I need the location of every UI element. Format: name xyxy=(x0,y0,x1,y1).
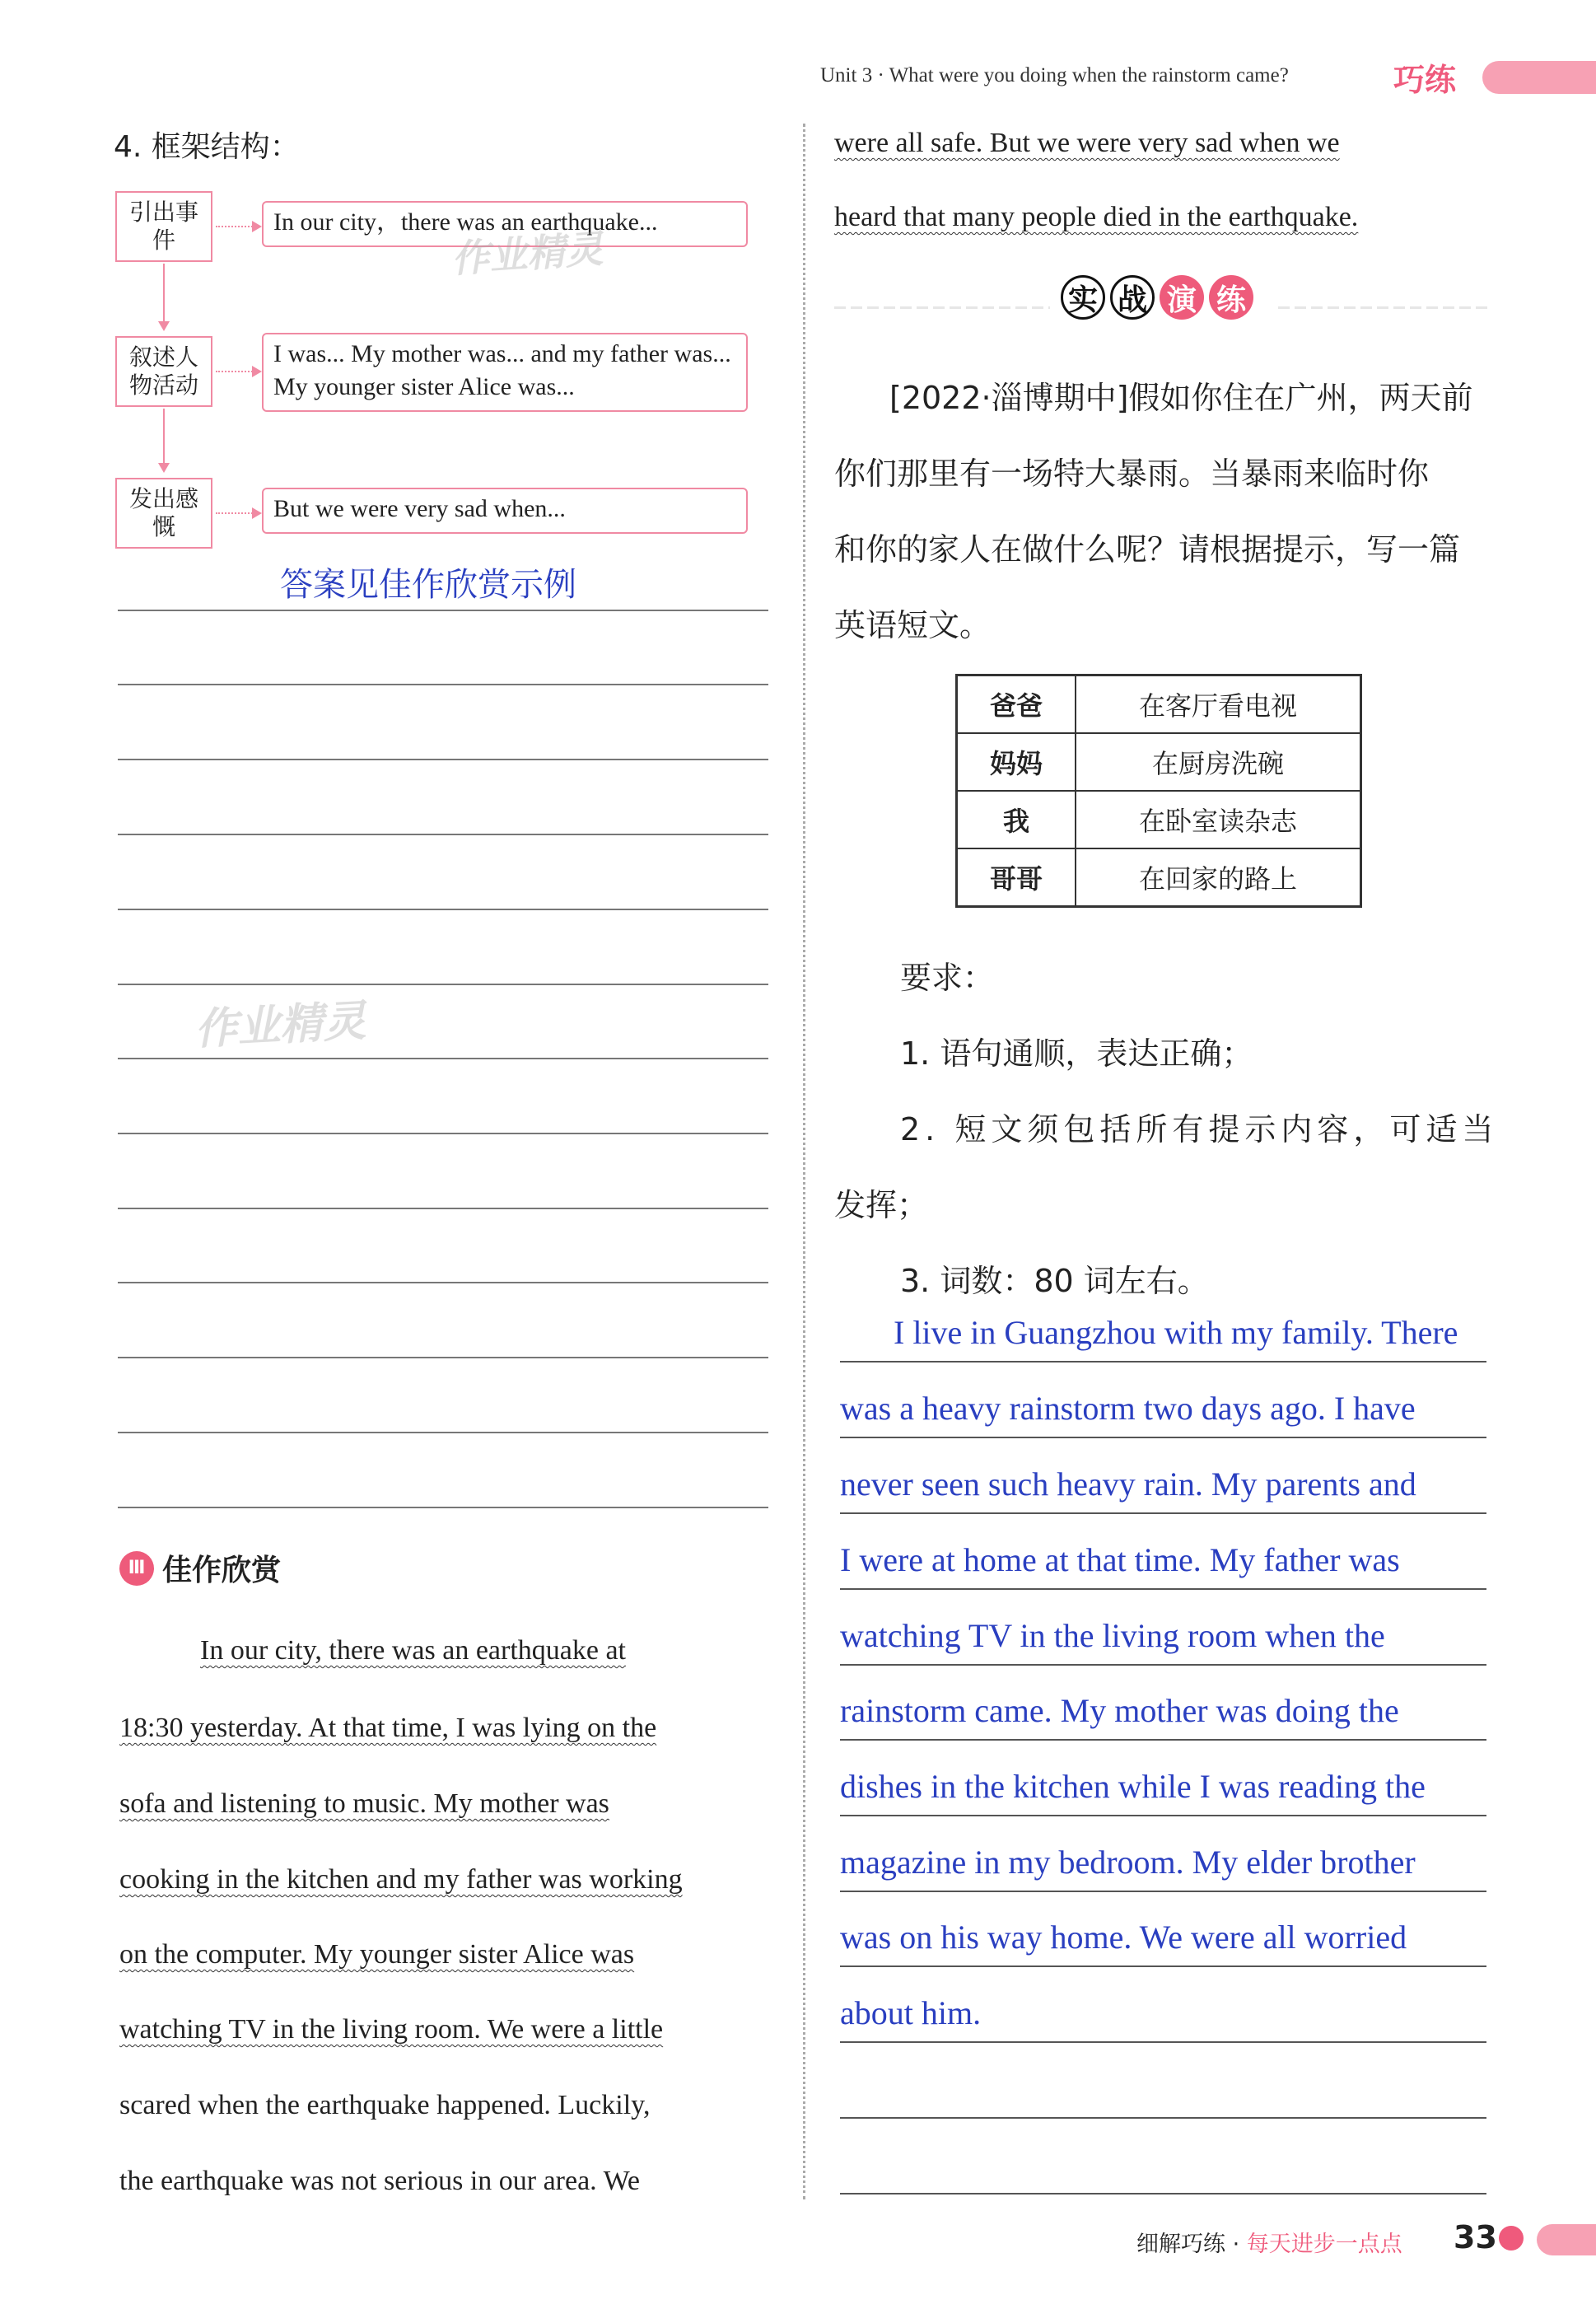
requirement-item: 2. 短文须包括所有提示内容，可适当 xyxy=(900,1111,1499,1147)
table-cell-person: 我 xyxy=(957,791,1076,848)
essay-line: were all safe. But we were very sad when we xyxy=(834,128,1340,158)
answer-line: magazine in my bedroom. My elder brother xyxy=(840,1844,1416,1881)
writing-line xyxy=(118,684,768,685)
writing-line xyxy=(118,1357,768,1358)
answer-note: 答案见佳作欣赏示例 xyxy=(280,566,576,604)
hint-table xyxy=(955,674,1362,908)
practice-heading-char: 练 xyxy=(1209,275,1253,320)
answer-line: dishes in the kitchen while I was reading the xyxy=(840,1768,1426,1805)
table-cell-activity: 在回家的路上 xyxy=(1076,848,1361,907)
answer-line: was on his way home. We were all worried xyxy=(840,1919,1407,1956)
footer-dot-decoration xyxy=(1499,2226,1524,2251)
table-cell-activity: 在客厅看电视 xyxy=(1076,675,1361,734)
page-number: 33 xyxy=(1454,2219,1497,2255)
writing-line xyxy=(118,1282,768,1283)
writing-line xyxy=(118,1507,768,1508)
answer-rule xyxy=(840,2041,1486,2043)
answer-line: rainstorm came. My mother was doing the xyxy=(840,1692,1399,1729)
writing-line xyxy=(118,610,768,611)
prompt-line: [2022·淄博期中]假如你住在广州，两天前 xyxy=(889,380,1473,416)
arrow-down-icon xyxy=(163,409,165,470)
essay-line: 18:30 yesterday. At that time, I was lying on the xyxy=(119,1713,657,1743)
requirement-item: 发挥； xyxy=(834,1187,929,1223)
requirement-item: 3. 词数：80 词左右。 xyxy=(900,1263,1209,1299)
writing-line xyxy=(118,984,768,985)
footer-text xyxy=(1136,2226,1402,2258)
writing-line xyxy=(118,1133,768,1134)
arrow-down-icon xyxy=(163,264,165,328)
heading-decoration xyxy=(1278,306,1488,309)
writing-line xyxy=(118,909,768,910)
answer-line: I were at home at that time. My father was xyxy=(840,1541,1400,1578)
arrow-right-icon xyxy=(216,226,259,227)
writing-line xyxy=(118,1432,768,1433)
framework-box-feelings: But we were very sad when... xyxy=(262,488,748,534)
essay-line: the earthquake was not serious in our area. We xyxy=(119,2166,641,2196)
answer-rule xyxy=(840,1588,1486,1590)
requirement-item: 1. 语句通顺，表达正确； xyxy=(900,1035,1253,1072)
section-4-title: 4. 框架结构： xyxy=(114,130,300,164)
heading-decoration xyxy=(834,306,1050,309)
table-cell-person: 爸爸 xyxy=(957,675,1076,734)
writing-line xyxy=(118,1208,768,1209)
arrow-right-icon xyxy=(216,512,259,514)
requirements-title: 要求： xyxy=(900,960,995,996)
table-cell-person: 哥哥 xyxy=(957,848,1076,907)
writing-line xyxy=(118,834,768,835)
section-3-title xyxy=(119,1547,281,1589)
answer-line: was a heavy rainstorm two days ago. I have xyxy=(840,1390,1416,1427)
writing-line xyxy=(118,759,768,760)
answer-rule xyxy=(840,1739,1486,1741)
section-3-heading: 佳作欣赏 xyxy=(162,1554,282,1587)
footer-book-name: 细解巧练 · xyxy=(1136,2232,1247,2257)
watermark: 作业精灵 xyxy=(193,996,367,1055)
header-decoration-bar xyxy=(1482,61,1596,94)
table-cell-activity: 在厨房洗碗 xyxy=(1076,733,1361,791)
practice-heading-char: 演 xyxy=(1160,275,1204,320)
practice-heading xyxy=(1061,275,1253,320)
prompt-line: 英语短文。 xyxy=(834,607,992,643)
prompt-line: 和你的家人在做什么呢？请根据提示，写一篇 xyxy=(834,531,1461,568)
essay-line: sofa and listening to music. My mother was xyxy=(119,1788,609,1819)
answer-rule xyxy=(840,1891,1486,1892)
answer-rule xyxy=(840,1361,1486,1362)
prompt-line: 你们那里有一场特大暴雨。当暴雨来临时你 xyxy=(834,456,1430,492)
answer-rule xyxy=(840,1664,1486,1666)
answer-rule xyxy=(840,2193,1486,2194)
table-cell-activity: 在卧室读杂志 xyxy=(1076,791,1361,848)
footer-slogan: 每天进步一点点 xyxy=(1246,2232,1402,2257)
framework-label-activities: 叙述人物活动 xyxy=(115,336,212,407)
framework-label-feelings: 发出感慨 xyxy=(115,478,212,549)
table-row xyxy=(957,791,1361,848)
table-row xyxy=(957,848,1361,907)
table-row xyxy=(957,733,1361,791)
essay-line: on the computer. My younger sister Alice was xyxy=(119,1939,635,1970)
column-divider xyxy=(803,124,805,2199)
essay-line: In our city, there was an earthquake at xyxy=(200,1635,627,1666)
practice-heading-char: 战 xyxy=(1110,275,1155,320)
answer-line: I live in Guangzhou with my family. There xyxy=(894,1314,1458,1351)
answer-rule xyxy=(840,1815,1486,1816)
answer-rule xyxy=(840,1965,1486,1967)
answer-line: about him. xyxy=(840,1994,982,2031)
practice-heading-char: 实 xyxy=(1061,275,1105,320)
table-row xyxy=(957,675,1361,734)
answer-line: watching TV in the living room when the xyxy=(840,1617,1385,1654)
table-cell-person: 妈妈 xyxy=(957,733,1076,791)
watermark: 作业精灵 xyxy=(450,226,604,282)
essay-line: watching TV in the living room. We were a little xyxy=(119,2014,664,2045)
essay-line: scared when the earthquake happened. Luckily, xyxy=(119,2090,651,2120)
framework-box-activities: I was... My mother was... and my father was... My younger sister Alice was... xyxy=(262,333,748,412)
brand-logo: 巧练 xyxy=(1393,62,1457,98)
framework-label-intro: 引出事件 xyxy=(115,191,212,262)
writing-line xyxy=(118,1058,768,1059)
essay-line: heard that many people died in the earthquake. xyxy=(834,202,1359,232)
answer-rule xyxy=(840,1512,1486,1514)
arrow-right-icon xyxy=(216,371,259,372)
essay-line: cooking in the kitchen and my father was working xyxy=(119,1864,683,1895)
answer-rule xyxy=(840,1437,1486,1438)
running-header: Unit 3 · What were you doing when the rainstorm came? xyxy=(820,64,1289,86)
footer-decoration-bar xyxy=(1537,2224,1596,2255)
answer-rule xyxy=(840,2117,1486,2119)
answer-line: never seen such heavy rain. My parents and xyxy=(840,1465,1416,1503)
framework-box-intro: In our city，there was an earthquake... xyxy=(262,201,748,247)
roman-numeral-badge: Ⅲ xyxy=(119,1551,154,1586)
